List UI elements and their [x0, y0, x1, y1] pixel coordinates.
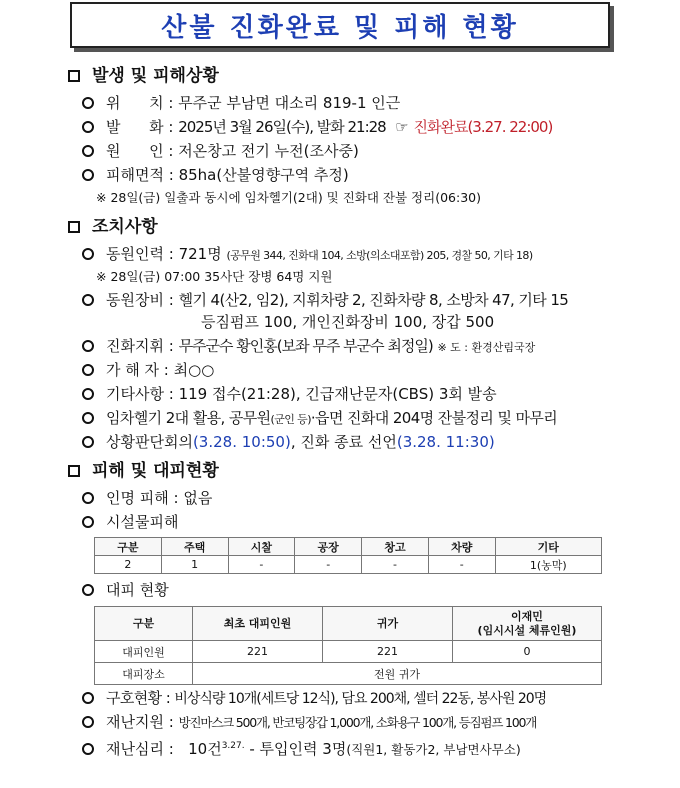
evacuation-table	[94, 606, 602, 685]
table-cell: 대피인원	[95, 641, 193, 663]
item-psych: 재난심리 : 10건$^{3.27.}$ - 투입인력 3명(직원1, 활동가2, 부남면사무소)	[82, 736, 521, 760]
table-cell: 대피장소	[95, 663, 193, 685]
equipment-line2: 등짐펌프 100, 개인진화장비 100, 장갑 500	[201, 313, 495, 331]
item-support: 재난지원 : 방진마스크 500개, 반코팅장갑 1,000개, 소화용구 100개, 등짐펌프 100개	[82, 712, 536, 733]
item-outbreak: 발 화 : 2025년 3월 26일(수), 발화 21:28 ☞ 진화완료(3.27. 22:00)	[82, 117, 552, 137]
title-box	[70, 2, 610, 48]
item-relief: 구호현황 : 비상식량 10개(세트당 12식), 담요 200채, 셀터 22동, 봉사원 20명	[82, 688, 546, 709]
table-header-cell: 구분	[95, 607, 193, 641]
circle-bullet-icon	[82, 340, 94, 352]
facility-damage-table	[94, 537, 602, 574]
item-command: 진화지휘 : 무주군수 황인홍(보좌 무주 부군수 최정일) ※ 도 : 환경산림국장	[82, 336, 535, 358]
section-heading-occurrence: 발생 및 피해상황	[68, 66, 219, 86]
circle-bullet-icon	[82, 248, 94, 260]
table-cell: 1	[161, 556, 228, 574]
table-cell: -	[295, 556, 362, 574]
circle-bullet-icon	[82, 516, 94, 528]
circle-bullet-icon	[82, 294, 94, 306]
page-title: 산불 진화완료 및 피해 현황	[161, 12, 519, 43]
item-meeting: 상황판단회의(3.28. 10:50), 진화 종료 선언(3.28. 11:30)	[82, 432, 495, 452]
item-helicopter: 임차헬기 2대 활용, 공무원(군인 등)·읍면 진화대 204명 잔불정리 및 마무리	[82, 408, 557, 430]
circle-bullet-icon	[82, 169, 94, 181]
table-cell: 221	[193, 641, 323, 663]
item-facility: 시설물피해	[82, 512, 178, 532]
item-cause: 원 인 : 저온창고 전기 누전(조사중)	[82, 141, 359, 161]
table-header-cell: 차량	[428, 538, 495, 556]
table-header-row	[95, 538, 602, 556]
circle-bullet-icon	[82, 584, 94, 596]
item-area: 피해면적 : 85ha(산불영향구역 추정)	[82, 165, 349, 185]
table-row	[95, 556, 602, 574]
item-casualty: 인명 피해 : 없음	[82, 488, 212, 508]
circle-bullet-icon	[82, 716, 94, 728]
table-cell: 전원 귀가	[193, 663, 602, 685]
table-cell: 2	[95, 556, 162, 574]
table-header-cell: 기타	[495, 538, 601, 556]
note-mopup: ※ 28일(금) 일출과 동시에 임차헬기(2대) 및 진화대 잔불 정리(06:30)	[96, 190, 481, 205]
circle-bullet-icon	[82, 388, 94, 400]
section-heading-measures: 조치사항	[68, 217, 158, 237]
table-header-cell: 이재민 (임시시설 체류인원)	[453, 607, 602, 641]
circle-bullet-icon	[82, 121, 94, 133]
circle-bullet-icon	[82, 412, 94, 424]
item-offender: 가 해 자 : 최○○	[82, 360, 214, 380]
item-personnel: 동원인력 : 721명 (공무원 344, 진화대 104, 소방(의소대포함) 205, 경찰 50, 기타 18)	[82, 244, 533, 266]
table-header-cell: 주택	[161, 538, 228, 556]
circle-bullet-icon	[82, 145, 94, 157]
circle-bullet-icon	[82, 743, 94, 755]
table-header-cell: 구분	[95, 538, 162, 556]
square-bullet-icon	[68, 221, 80, 233]
circle-bullet-icon	[82, 692, 94, 704]
table-row	[95, 663, 602, 685]
table-header-cell: 창고	[362, 538, 429, 556]
table-header-cell: 최초 대피인원	[193, 607, 323, 641]
note-soldiers: ※ 28일(금) 07:00 35사단 장병 64명 지원	[96, 269, 333, 284]
circle-bullet-icon	[82, 364, 94, 376]
item-other: 기타사항 : 119 접수(21:28), 긴급재난문자(CBS) 3회 발송	[82, 384, 497, 404]
circle-bullet-icon	[82, 97, 94, 109]
table-cell: 0	[453, 641, 602, 663]
pointing-hand-icon: ☞	[395, 118, 409, 136]
table-header-cell: 시찰	[228, 538, 295, 556]
circle-bullet-icon	[82, 492, 94, 504]
square-bullet-icon	[68, 465, 80, 477]
table-header-cell: 공장	[295, 538, 362, 556]
square-bullet-icon	[68, 70, 80, 82]
item-equipment: 동원장비 : 헬기 4(산2, 임2), 지휘차량 2, 진화차량 8, 소방차 47, 기타 15	[82, 290, 568, 310]
table-row	[95, 641, 602, 663]
item-location: 위 치 : 무주군 부남면 대소리 819-1 인근	[82, 93, 400, 113]
table-cell: -	[228, 556, 295, 574]
section-heading-damage: 피해 및 대피현황	[68, 461, 219, 481]
table-cell: -	[362, 556, 429, 574]
table-header-row	[95, 607, 602, 641]
table-cell: -	[428, 556, 495, 574]
table-header-cell: 귀가	[323, 607, 453, 641]
table-cell: 1(농막)	[495, 556, 601, 574]
table-cell: 221	[323, 641, 453, 663]
item-evacuation: 대피 현황	[82, 580, 169, 600]
circle-bullet-icon	[82, 436, 94, 448]
